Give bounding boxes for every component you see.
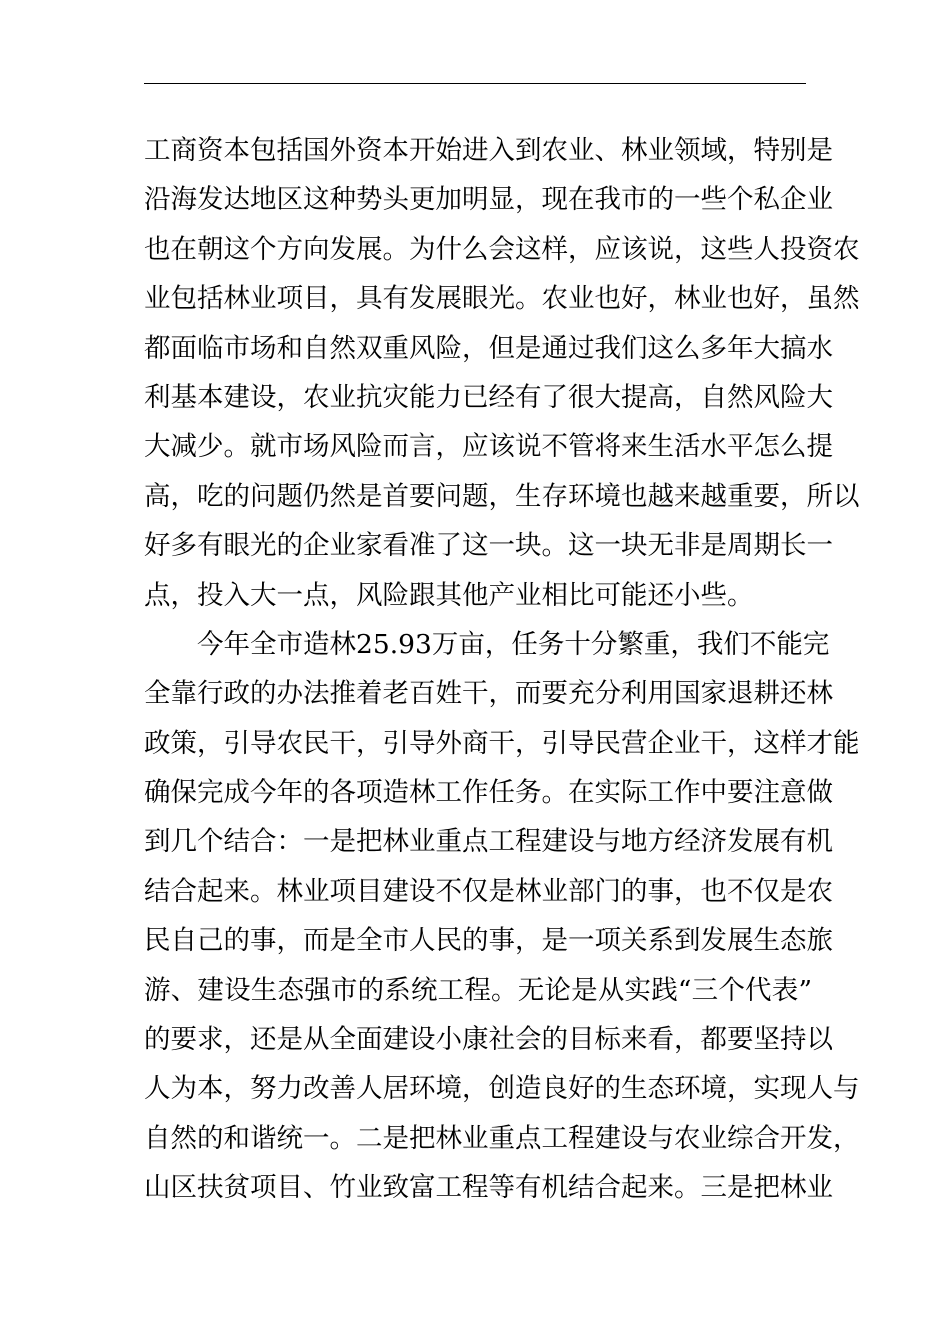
paragraph-2: [144, 620, 860, 1213]
text-line: 利基本建设，农业抗灾能力已经有了很大提高，自然风险大: [144, 381, 833, 413]
text-line: 到几个结合：一是把林业重点工程建设与地方经济发展有机: [144, 826, 833, 858]
text-line: 点，投入大一点，风险跟其他产业相比可能还小些。: [144, 579, 754, 611]
text-line: 工商资本包括国外资本开始进入到农业、林业领域，特别是: [144, 135, 833, 166]
text-line: 沿海发达地区这种势头更加明显，现在我市的一些个私企业: [144, 184, 833, 216]
text-line: 的要求，还是从全面建设小康社会的目标来看，都要坚持以: [144, 1024, 833, 1056]
text-line: 大减少。就市场风险而言，应该说不管将来生活水平怎么提: [144, 431, 833, 463]
text-line: 政策，引导农民干，引导外商干，引导民营企业干，这样才能: [144, 727, 860, 759]
text-line: 业包括林业项目，具有发展眼光。农业也好，林业也好，虽然: [144, 283, 860, 315]
text-line: 山区扶贫项目、竹业致富工程等有机结合起来。三是把林业: [144, 1172, 833, 1204]
text-line: 全靠行政的办法推着老百姓干，而要充分利用国家退耕还林: [144, 678, 833, 710]
text-line: 今年全市造林25.93万亩，任务十分繁重，我们不能完: [197, 628, 830, 660]
text-line: 高，吃的问题仍然是首要问题，生存环境也越来越重要，所以: [144, 480, 860, 512]
text-line: 人为本，努力改善人居环境，创造良好的生态环境，实现人与: [144, 1073, 860, 1105]
text-line: 好多有眼光的企业家看准了这一块。这一块无非是周期长一: [144, 530, 833, 562]
text-line: 游、建设生态强市的系统工程。无论是从实践“三个代表”: [144, 974, 812, 1006]
header-rule: [144, 83, 806, 84]
text-line: 民自己的事，而是全市人民的事，是一项关系到发展生态旅: [144, 925, 833, 957]
text-line: 都面临市场和自然双重风险，但是通过我们这么多年大搞水: [144, 332, 833, 364]
paragraph-1: [144, 126, 860, 620]
text-line: 结合起来。林业项目建设不仅是林业部门的事，也不仅是农: [144, 875, 833, 907]
text-line: 自然的和谐统一。二是把林业重点工程建设与农业综合开发，: [144, 1122, 860, 1154]
text-line: 确保完成今年的各项造林工作任务。在实际工作中要注意做: [144, 777, 833, 809]
text-line: 也在朝这个方向发展。为什么会这样，应该说，这些人投资农: [144, 233, 860, 265]
document-body: [144, 126, 860, 1213]
